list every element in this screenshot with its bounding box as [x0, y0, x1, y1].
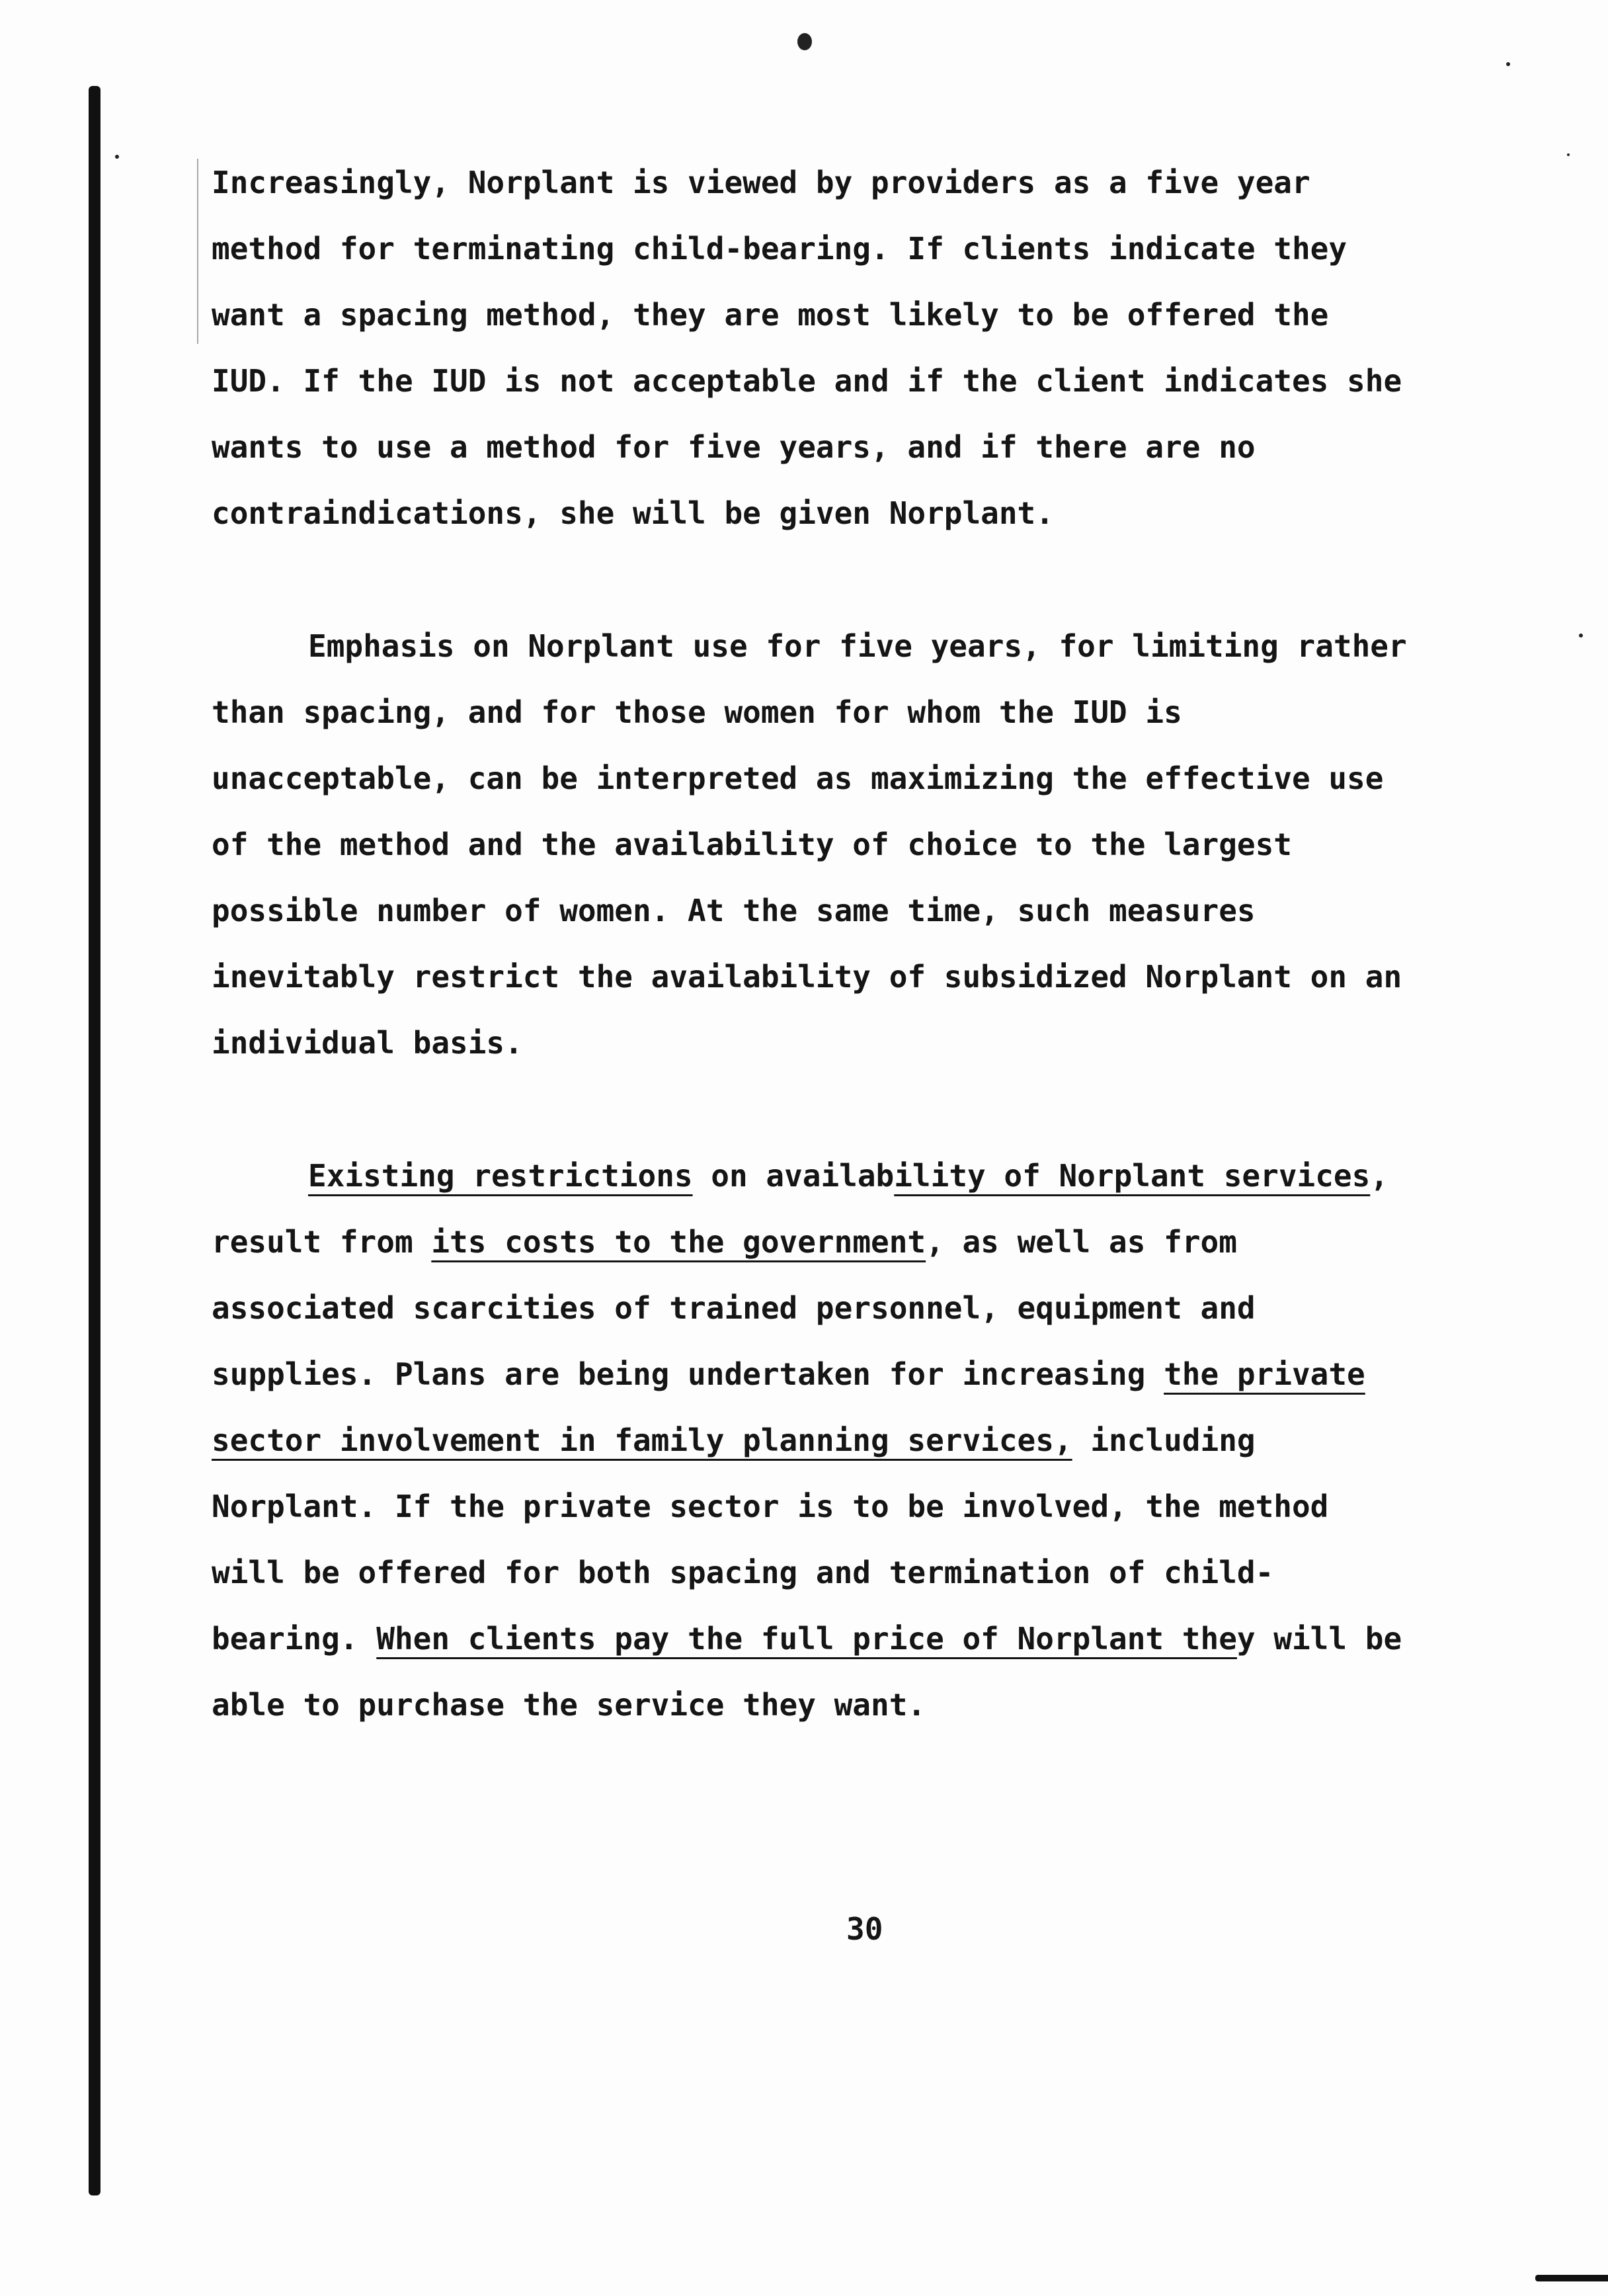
- text-line: contraindications, she will be given Norplant.: [212, 495, 1054, 531]
- text-line: Norplant. If the private sector is to be involved, the method: [212, 1489, 1329, 1524]
- underlined-phrase: its costs to the government: [431, 1224, 926, 1260]
- body-text: [212, 149, 1534, 1738]
- text-line: method for terminating child-bearing. If clients indicate they: [212, 231, 1347, 266]
- underlined-phrase: Existing restrictions: [308, 1158, 693, 1194]
- paragraph-3: [212, 1143, 1534, 1738]
- ink-speck: [115, 155, 119, 159]
- text-line: Increasingly, Norplant is viewed by providers as a five year: [212, 165, 1310, 200]
- underlined-phrase: ility of Norplant services: [894, 1158, 1371, 1194]
- text-line: associated scarcities of trained personnel, equipment and: [212, 1290, 1256, 1326]
- text-line: individual basis.: [212, 1025, 523, 1061]
- text-line: Existing restrictions on availability of Norplant services,: [308, 1158, 1388, 1194]
- text-line: IUD. If the IUD is not acceptable and if the client indicates she: [212, 363, 1402, 399]
- page-number: 30: [846, 1911, 883, 1947]
- text-line: possible number of women. At the same time, such measures: [212, 893, 1256, 928]
- text-line: of the method and the availability of choice to the largest: [212, 827, 1292, 862]
- paragraph-1: [212, 149, 1534, 546]
- ink-speck: [1506, 62, 1510, 66]
- ink-speck: [1567, 153, 1570, 156]
- underlined-phrase: the private: [1164, 1356, 1365, 1392]
- margin-line: [197, 159, 198, 344]
- text-line: will be offered for both spacing and termination of child-: [212, 1555, 1274, 1590]
- ink-speck: [1579, 634, 1583, 637]
- text-line: sector involvement in family planning services, including: [212, 1422, 1256, 1458]
- text-line: inevitably restrict the availability of subsidized Norplant on an: [212, 959, 1402, 995]
- paragraph-2: [212, 613, 1534, 1076]
- underlined-phrase: sector involvement in family planning services,: [212, 1422, 1072, 1458]
- text-line: bearing. When clients pay the full price of Norplant they will be: [212, 1621, 1402, 1657]
- ink-blot: [797, 33, 812, 50]
- underlined-phrase: When clients pay the full price of Norplant the: [376, 1621, 1237, 1657]
- text-line: result from its costs to the government, as well as from: [212, 1224, 1237, 1260]
- text-line: able to purchase the service they want.: [212, 1687, 926, 1723]
- text-line: unacceptable, can be interpreted as maximizing the effective use: [212, 760, 1384, 796]
- text-line: wants to use a method for five years, and if there are no: [212, 429, 1256, 465]
- text-line: want a spacing method, they are most likely to be offered the: [212, 297, 1329, 333]
- binding-edge-shadow: [89, 86, 100, 2195]
- scan-edge-mark: [1535, 2275, 1608, 2281]
- text-line: Emphasis on Norplant use for five years, for limiting rather: [308, 628, 1407, 664]
- text-line: than spacing, and for those women for whom the IUD is: [212, 694, 1182, 730]
- text-line: supplies. Plans are being undertaken for increasing the private: [212, 1356, 1365, 1392]
